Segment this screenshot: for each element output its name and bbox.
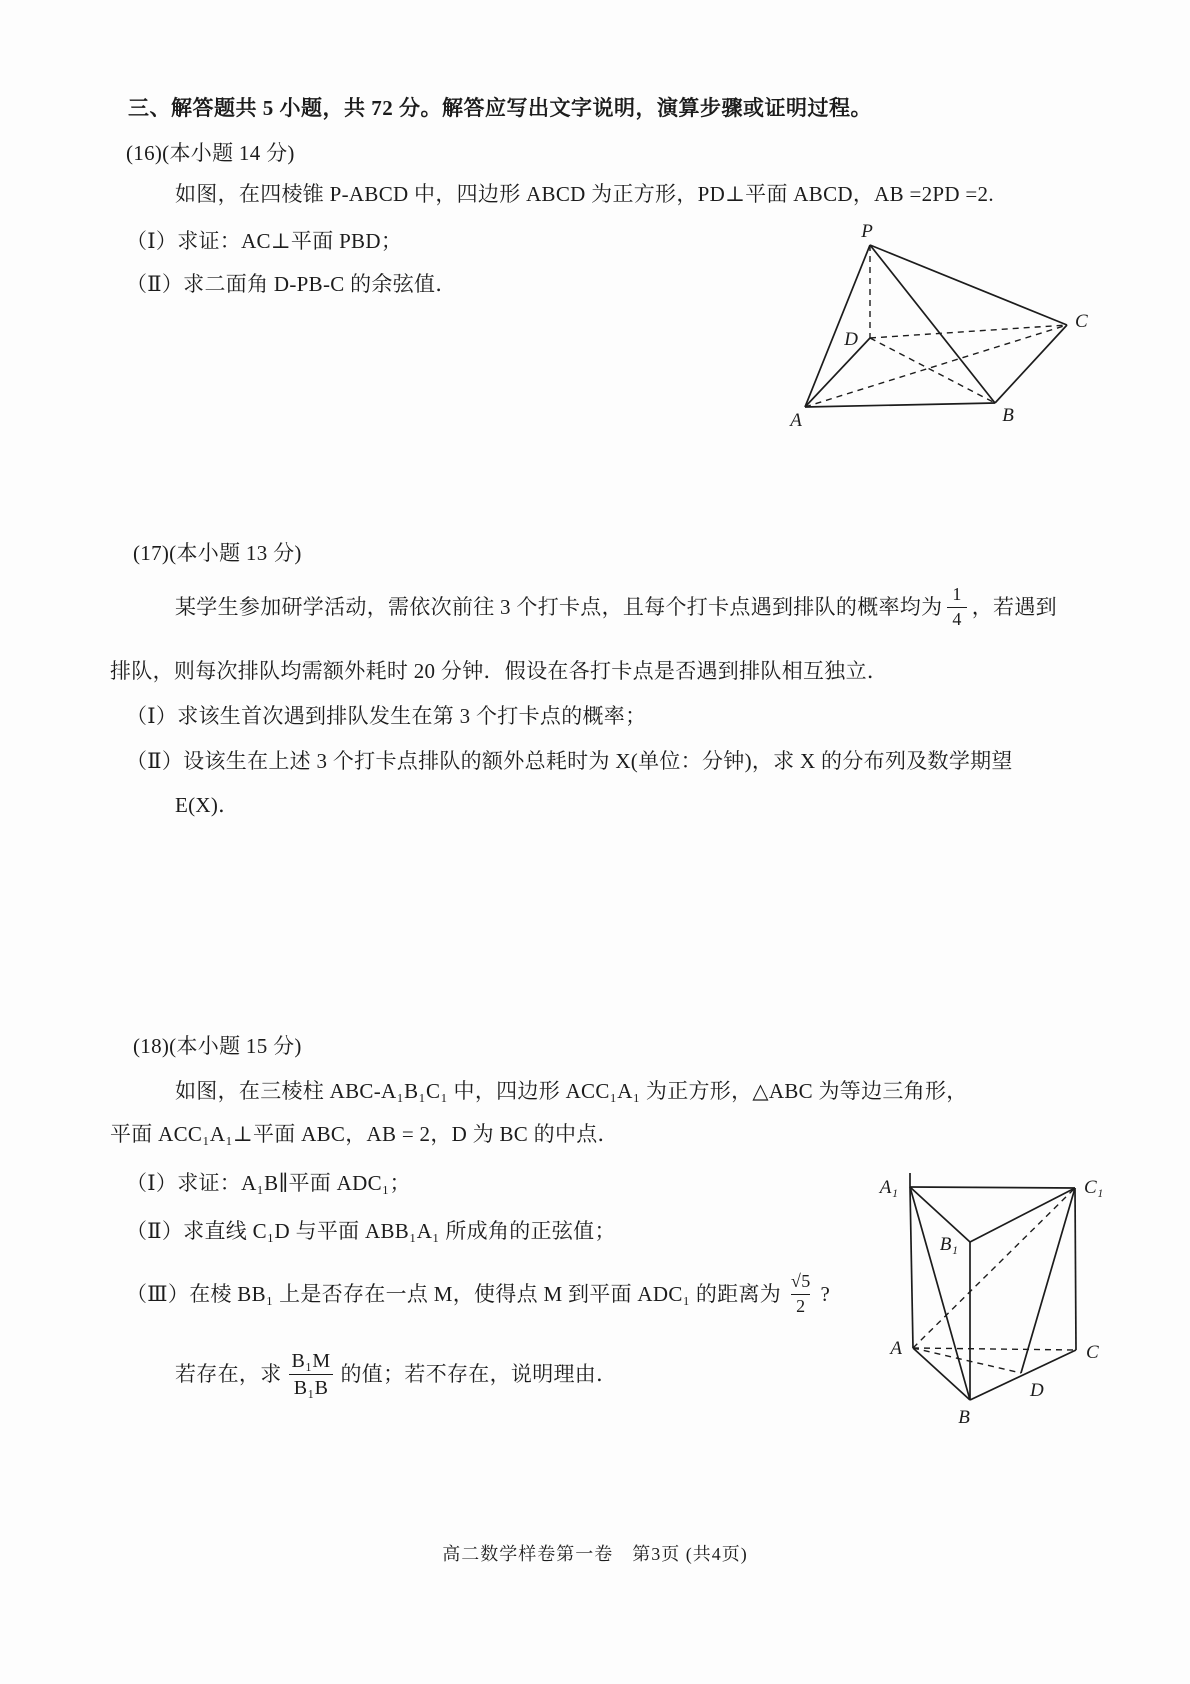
q16-title: (16)(本小题 14 分) — [126, 141, 295, 165]
q18-part4 — [175, 1350, 617, 1399]
edge-BC — [970, 1350, 1076, 1400]
vertex-label-B: B — [1002, 405, 1014, 426]
q18-intro1: 如图，在三棱柱 ABC-A₁B₁C₁ 中，四边形 ACC₁A₁ 为正方形，△ABC 为等边三角形， — [175, 1079, 968, 1103]
q18-intro2: 平面 ACC₁A₁⊥平面 ABC，AB = 2，D 为 BC 的中点． — [110, 1122, 619, 1146]
q17-part2: （Ⅱ）设该生在上述 3 个打卡点排队的额外总耗时为 X(单位：分钟)，求 X 的分布列及数学期望 — [126, 749, 1013, 773]
fraction-numerator: √5 — [791, 1271, 811, 1291]
fraction-denominator: 2 — [791, 1294, 810, 1317]
q17-probability-fraction — [947, 585, 966, 630]
edge-DC-hidden — [870, 325, 1067, 338]
segment-C1D — [1021, 1188, 1075, 1373]
q17-intro-text: 某学生参加研学活动，需依次前往 3 个打卡点，且每个打卡点遇到排队的概率均为 — [175, 595, 943, 620]
q18-title: (18)(本小题 15 分) — [133, 1034, 302, 1058]
fraction-denominator: 4 — [947, 607, 966, 630]
q18-ratio-fraction — [287, 1350, 336, 1399]
vertex-label-C: C — [1075, 311, 1088, 332]
fraction-denominator: B₁B — [289, 1374, 334, 1399]
edge-B1C1 — [970, 1188, 1075, 1242]
page-footer: 高二数学样卷第一卷 第3页 (共4页) — [442, 1544, 748, 1564]
q18-part4-tail: 的值；若不存在，说明理由． — [340, 1362, 618, 1387]
vertex-label-B1: B₁ — [939, 1234, 958, 1255]
section-header: 三、解答题共 5 小题，共 72 分。解答应写出文字说明，演算步骤或证明过程。 — [128, 96, 872, 120]
q18-part2: （Ⅱ）求直线 C₁D 与平面 ABB₁A₁ 所成角的正弦值； — [126, 1219, 616, 1243]
edge-AC-hidden — [913, 1348, 1076, 1350]
q18-part3-text: （Ⅲ）在棱 BB₁ 上是否存在一点 M，使得点 M 到平面 ADC₁ 的距离为 — [126, 1282, 782, 1307]
q17-intro — [175, 585, 1057, 630]
fraction-numerator: 1 — [952, 584, 962, 604]
vertex-label-A: A — [790, 410, 802, 431]
edge-PB — [870, 245, 995, 403]
q17-part1: （Ⅰ）求该生首次遇到排队发生在第 3 个打卡点的概率； — [126, 704, 647, 728]
diagonal-DB-hidden — [870, 338, 995, 403]
edge-A1C1 — [910, 1187, 1075, 1188]
q18-part3-tail: ? — [820, 1282, 831, 1307]
vertex-label-D: D — [1030, 1380, 1044, 1401]
q16-part2: （Ⅱ）求二面角 D-PB-C 的余弦值． — [126, 272, 457, 296]
vertex-label-B: B — [958, 1407, 970, 1428]
pyramid-figure — [720, 205, 1120, 440]
edge-AB — [805, 403, 995, 407]
q18-part4-text: 若存在，求 — [175, 1362, 282, 1387]
q17-intro-tail: ，若遇到 — [971, 595, 1057, 620]
vertex-label-P: P — [861, 221, 873, 242]
vertex-label-A: A — [890, 1338, 902, 1359]
vertex-label-D: D — [844, 329, 858, 350]
q18-distance-fraction — [786, 1272, 815, 1317]
vertex-label-C: C — [1086, 1342, 1099, 1363]
q17-line2: 排队，则每次排队均需额外耗时 20 分钟．假设在各打卡点是否遇到排队相互独立． — [110, 659, 889, 683]
edge-AA1 — [910, 1187, 913, 1348]
q17-title: (17)(本小题 13 分) — [133, 541, 302, 565]
segment-AD-hidden — [913, 1348, 1021, 1373]
q18-part1: （Ⅰ）求证：A₁B∥平面 ADC₁； — [126, 1171, 411, 1195]
q18-part3 — [126, 1272, 830, 1317]
q16-intro: 如图，在四棱锥 P-ABCD 中，四边形 ABCD 为正方形，PD⊥平面 ABCD，AB =2PD =2. — [175, 182, 994, 206]
prism-figure — [858, 1160, 1128, 1435]
edge-PC — [870, 245, 1067, 325]
vertex-label-C1: C₁ — [1084, 1177, 1104, 1198]
vertex-label-A1: A₁ — [879, 1177, 898, 1198]
diagonal-A1B — [910, 1187, 970, 1400]
edge-PA — [805, 245, 870, 407]
q17-part2-continuation: E(X)． — [175, 793, 240, 817]
fraction-numerator: B₁M — [291, 1350, 331, 1372]
edge-CC1 — [1075, 1188, 1076, 1350]
edge-AB — [913, 1348, 970, 1400]
q16-part1: （Ⅰ）求证：AC⊥平面 PBD； — [126, 229, 403, 253]
